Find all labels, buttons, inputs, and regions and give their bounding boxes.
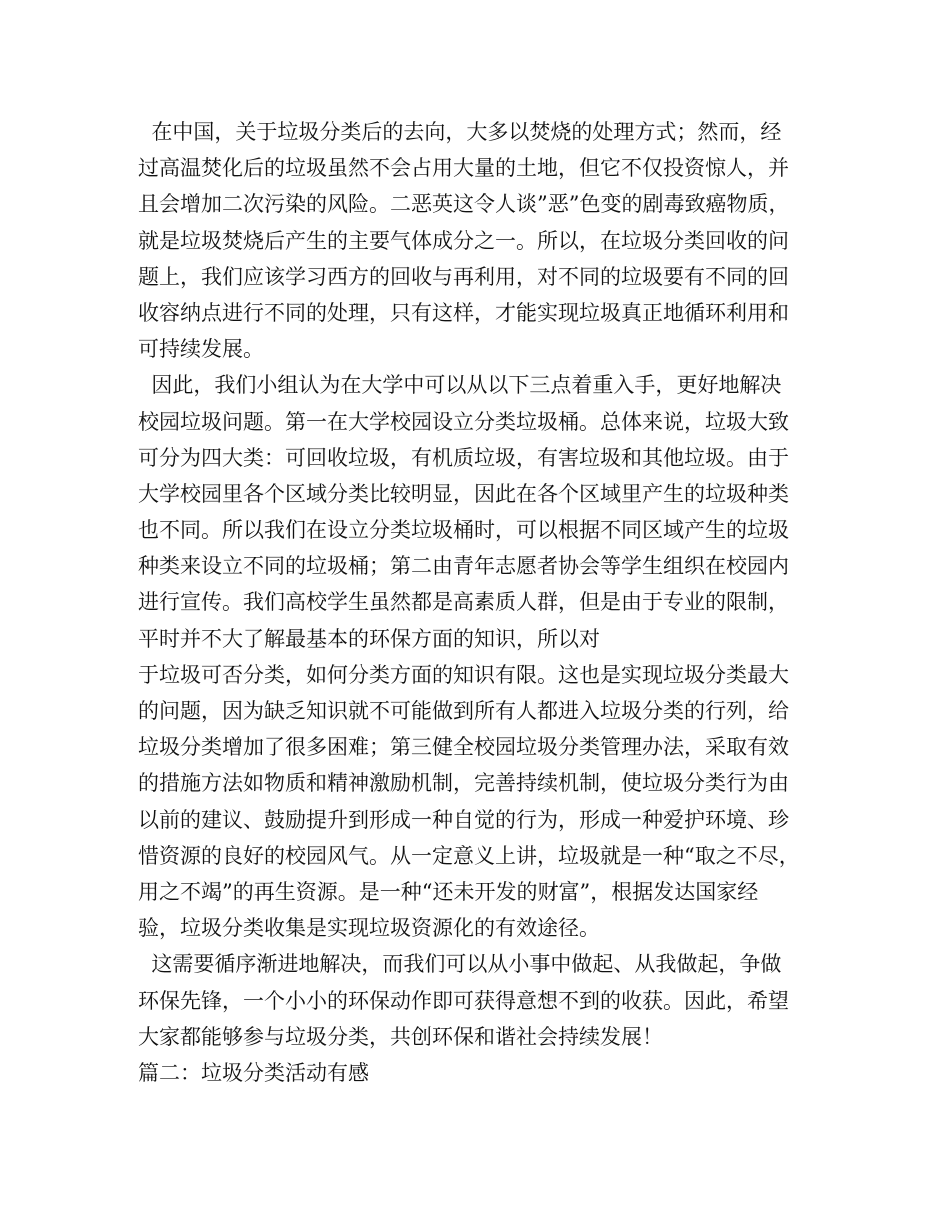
text-line: 过高温焚化后的垃圾虽然不会占用大量的土地，但它不仅投资惊人，并 bbox=[138, 156, 789, 181]
text-line: 大学校园里各个区域分类比较明显，因此在各个区域里产生的垃圾种类 bbox=[138, 481, 789, 506]
text-line: 种类来设立不同的垃圾桶；第二由青年志愿者协会等学生组织在校园内 bbox=[138, 554, 789, 579]
text-line: 惜资源的良好的校园风气。从一定意义上讲，垃圾就是一种“取之不尽， bbox=[138, 843, 800, 868]
text-line: 验，垃圾分类收集是实现垃圾资源化的有效途径。 bbox=[138, 916, 600, 941]
text-line: 也不同。所以我们在设立分类垃圾桶时，可以根据不同区域产生的垃圾 bbox=[138, 518, 789, 543]
text-line: 可分为四大类：可回收垃圾，有机质垃圾，有害垃圾和其他垃圾。由于 bbox=[138, 445, 789, 470]
text-line: 可持续发展。 bbox=[138, 337, 264, 362]
text-line: 且会增加二次污染的风险。二恶英这令人谈”恶”色变的剧毒致癌物质， bbox=[138, 192, 790, 217]
text-line: 进行宣传。我们高校学生虽然都是高素质人群，但是由于专业的限制， bbox=[138, 590, 789, 615]
text-line: 的问题，因为缺乏知识就不可能做到所有人都进入垃圾分类的行列，给 bbox=[138, 699, 789, 723]
section-heading: 篇二：垃圾分类活动有感 bbox=[138, 1060, 369, 1085]
text-line: 环保先锋，一个小小的环保动作即可获得意想不到的收获。因此，希望 bbox=[138, 988, 789, 1013]
text-line: 在中国，关于垃圾分类后的去向，大多以焚烧的处理方式；然而，经 bbox=[138, 120, 782, 144]
text-line: 平时并不大了解最基本的环保方面的知识，所以对 bbox=[138, 626, 600, 651]
document-body bbox=[138, 114, 838, 1091]
text-line: 这需要循序渐进地解决，而我们可以从小事中做起、从我做起，争做 bbox=[138, 952, 782, 977]
text-line: 大家都能够参与垃圾分类，共创环保和谐社会持续发展！ bbox=[138, 1024, 663, 1049]
text-line: 收容纳点进行不同的处理，只有这样，才能实现垃圾真正地循环利用和 bbox=[138, 300, 789, 325]
text-line: 垃圾分类增加了很多困难；第三健全校园垃圾分类管理办法，采取有效 bbox=[138, 735, 789, 760]
text-line: 题上，我们应该学习西方的回收与再利用，对不同的垃圾要有不同的回 bbox=[138, 264, 789, 289]
text-line: 就是垃圾焚烧后产生的主要气体成分之一。所以，在垃圾分类回收的问 bbox=[138, 228, 789, 253]
text-line: 的措施方法如物质和精神激励机制，完善持续机制，使垃圾分类行为由 bbox=[138, 771, 789, 796]
text-line: 校园垃圾问题。第一在大学校园设立分类垃圾桶。总体来说，垃圾大致 bbox=[138, 409, 789, 434]
text-line: 以前的建议、鼓励提升到形成一种自觉的行为，形成一种爱护环境、珍 bbox=[138, 807, 789, 832]
text-line: 于垃圾可否分类，如何分类方面的知识有限。这也是实现垃圾分类最大 bbox=[138, 662, 789, 687]
text-line: 因此，我们小组认为在大学中可以从以下三点着重入手，更好地解决 bbox=[138, 373, 782, 398]
text-line: 用之不竭”的再生资源。是一种“还未开发的财富”，根据发达国家经 bbox=[138, 879, 759, 904]
